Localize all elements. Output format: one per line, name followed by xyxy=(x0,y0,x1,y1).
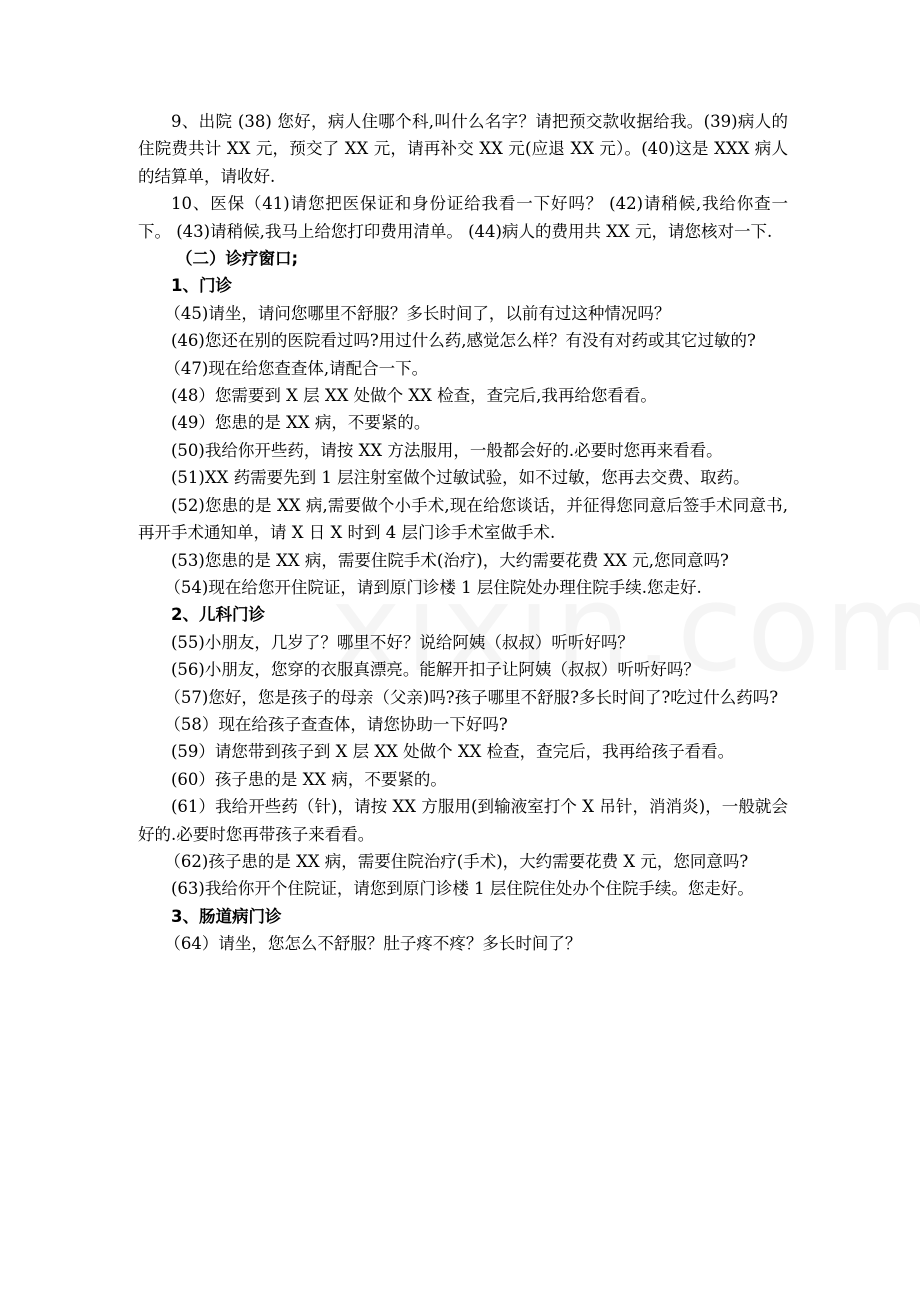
paragraph-discharge: 9、出院 (38) 您好，病人住哪个科,叫什么名字？请把预交款收据给我。(39)病人的住院费共计 XX 元，预交了 XX 元，请再补交 XX 元(应退 XX 元）。(40)这是 XXX 病人的结算单，请收好. xyxy=(138,112,788,186)
paragraph-54: （54)现在给您开住院证，请到原门诊楼 1 层住院处办理住院手续.您走好. xyxy=(164,577,702,597)
paragraph-47: （47)现在给您查查体,请配合一下。 xyxy=(164,358,429,378)
paragraph-55: (55)小朋友，几岁了？哪里不好？说给阿姨（叔叔）听听好吗？ xyxy=(171,632,634,652)
paragraph-50: (50)我给你开些药，请按 XX 方法服用，一般都会好的.必要时您再来看看。 xyxy=(171,440,723,460)
section-heading-clinic-window: （二）诊疗窗口; xyxy=(175,249,299,269)
paragraph-60: (60）孩子患的是 XX 病，不要紧的。 xyxy=(171,769,447,789)
paragraph-52: (52)您患的是 XX 病,需要做个小手术,现在给您谈话，并征得您同意后签手术同意书,再开手术通知单，请 X 日 X 时到 4 层门诊手术室做手术. xyxy=(138,495,788,543)
paragraph-medical-insurance: 10、医保（41)请您把医保证和身份证给我看一下好吗？ (42)请稍候,我给你查一下。 (43)请稍候,我马上给您打印费用清单。 (44)病人的费用共 XX 元，请您核对一下. xyxy=(138,194,788,241)
paragraph-53: (53)您患的是 XX 病，需要住院手术(治疗)，大约需要花费 XX 元,您同意吗? xyxy=(171,550,729,570)
paragraph-57: （57)您好，您是孩子的母亲（父亲)吗?孩子哪里不舒服?多长时间了?吃过什么药吗? xyxy=(164,687,779,707)
subheading-outpatient: 1、门诊 xyxy=(171,276,232,296)
paragraph-59: (59）请您带到孩子到 X 层 XX 处做个 XX 检查，查完后，我再给孩子看看。 xyxy=(171,742,735,762)
paragraph-48: (48）您需要到 X 层 XX 处做个 XX 检查，查完后,我再给您看看。 xyxy=(171,386,657,406)
paragraph-61: (61）我给开些药（针)，请按 XX 方服用(到输液室打个 X 吊针，消消炎)，一般就会好的.必要时您再带孩子来看看。 xyxy=(138,797,788,844)
paragraph-46: (46)您还在别的医院看过吗?用过什么药,感觉怎么样？有没有对药或其它过敏的? xyxy=(171,331,756,351)
subheading-pediatrics: 2、儿科门诊 xyxy=(171,605,265,625)
paragraph-56: (56)小朋友，您穿的衣服真漂亮。能解开扣子让阿姨（叔叔）听听好吗？ xyxy=(171,660,700,680)
paragraph-45: （45)请坐，请问您哪里不舒服？多长时间了，以前有过这种情况吗？ xyxy=(164,303,671,323)
paragraph-63: (63)我给你开个住院证，请您到原门诊楼 1 层住院住处办个住院手续。您走好。 xyxy=(171,879,754,899)
paragraph-62: （62)孩子患的是 XX 病，需要住院治疗(手术)，大约需要花费 X 元，您同意吗? xyxy=(164,851,749,871)
document-body xyxy=(138,108,788,958)
paragraph-51: (51)XX 药需要先到 1 层注射室做个过敏试验，如不过敏，您再去交费、取药。 xyxy=(171,468,750,488)
paragraph-64: （64）请坐，您怎么不舒服？肚子疼不疼？多长时间了？ xyxy=(164,934,582,954)
paragraph-58: （58）现在给孩子查查体，请您协助一下好吗? xyxy=(164,714,508,734)
paragraph-49: (49）您患的是 XX 病，不要紧的。 xyxy=(171,413,431,433)
subheading-intestinal-clinic: 3、肠道病门诊 xyxy=(171,906,282,926)
